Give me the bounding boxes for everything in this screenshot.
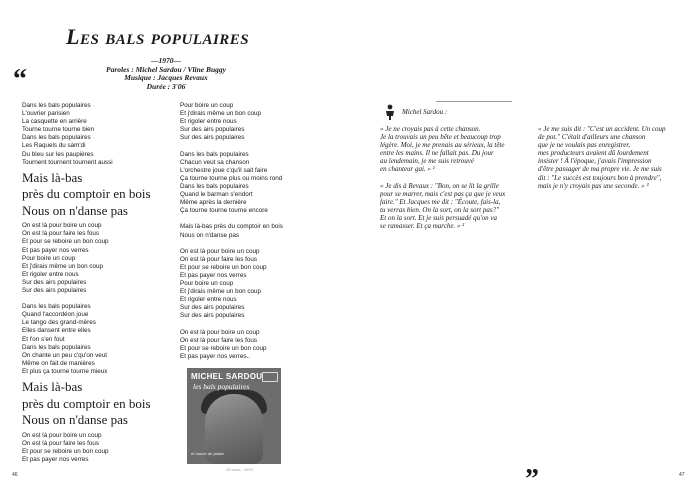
verse-1 xyxy=(22,102,151,167)
text-line: Nous on n'danse pas xyxy=(22,202,128,218)
lyrics-column-1 xyxy=(22,102,151,464)
text-line: Mais là-bas près du comptoir en bois xyxy=(180,223,283,231)
text-line: Dans les bals populaires xyxy=(22,134,91,142)
person-silhouette-icon xyxy=(384,104,396,120)
text-line: Sur des airs populaires xyxy=(22,287,87,294)
quote-block-3 xyxy=(538,125,666,190)
refrain-2 xyxy=(22,432,151,464)
text-line: mes producteurs avaient dû lourdement xyxy=(538,149,649,158)
text-line: Et j'dirais même un bon coup xyxy=(180,288,262,296)
text-line: Les Raquels du sam'di xyxy=(22,142,86,150)
text-line: Le tango des grand-mères xyxy=(22,319,96,327)
text-line: On est là pour boire un coup xyxy=(180,328,260,336)
text-line: Quand le barman s'endort xyxy=(180,191,253,199)
text-line: Et rigoler entre nous xyxy=(180,296,237,304)
text-line: Ça tourne tourne tourne encore xyxy=(180,207,268,215)
chorus-2 xyxy=(22,379,151,429)
open-quote-icon: “ xyxy=(13,64,27,95)
text-line: On est là pour faire les fous xyxy=(22,230,100,238)
text-line: Même on fait de manières xyxy=(22,359,95,367)
text-line: On est là pour faire les fous xyxy=(180,255,258,263)
quote-block-2 xyxy=(380,182,505,231)
divider xyxy=(436,101,512,102)
refrain-1 xyxy=(22,222,151,295)
text-line: mais je n'y croyais pas une seconde. » ³ xyxy=(538,181,649,190)
refrain-3 xyxy=(180,248,283,321)
text-line: « Je ne croyais pas à cette chanson. xyxy=(380,125,481,133)
text-line: de pot." C'était d'ailleurs une chanson xyxy=(538,133,646,142)
page-title: Les bals populaires xyxy=(66,24,250,49)
cover-caption: 45 tours · 1970 xyxy=(226,467,253,472)
text-line: dit : "Le succès est toujours bon à prendre", xyxy=(538,173,662,182)
text-line: L'ouvrier parisien xyxy=(22,110,70,118)
text-line: Mais là-bas xyxy=(22,169,83,185)
text-line: insister ! À l'époque, j'avais l'impression xyxy=(538,157,652,166)
text-line: Nous on n'danse pas xyxy=(22,412,128,428)
text-line: La casquette en arrière xyxy=(22,118,87,126)
text-line: Et plus ça tourne tourne mieux xyxy=(22,367,108,375)
text-line: Tourne tourne tourne bien xyxy=(22,126,95,134)
text-line: Pour boire un coup xyxy=(22,254,76,262)
text-line: Même après la dernière xyxy=(180,199,247,207)
text-line: Et rigoler entre nous xyxy=(180,118,237,126)
text-line: On est là pour boire un coup xyxy=(22,431,102,439)
cover-song: les bals populaires xyxy=(193,382,250,391)
chorus-3 xyxy=(180,223,283,239)
text-line: Ça tourne tourne plus ou moins rond xyxy=(180,174,283,182)
quote-block-1 xyxy=(380,125,504,174)
text-line: Sur des airs populaires xyxy=(180,304,245,312)
text-line: On est là pour faire les fous xyxy=(22,439,100,447)
text-line: Dans les bals populaires xyxy=(22,343,91,351)
lyrics-credit: Paroles : Michel Sardou / Vline Buggy xyxy=(105,64,226,74)
cover-b-side: et mourir de plaisir xyxy=(191,451,224,456)
text-line: Sur des airs populaires xyxy=(22,278,87,286)
text-line: Sur des airs populaires xyxy=(180,134,245,142)
text-line: Et pas payer nos verres.. xyxy=(180,352,250,360)
label-logo-icon xyxy=(262,372,278,382)
music-credit: Musique : Jacques Revaux xyxy=(124,73,208,83)
text-line: Et pas payer nos verres xyxy=(180,271,247,279)
text-line: Pour boire un coup xyxy=(180,102,234,109)
text-line: Sur des airs populaires xyxy=(180,312,245,320)
verse-3 xyxy=(180,151,283,216)
close-quote-icon: ” xyxy=(525,464,539,495)
text-line: Dans les bals populaires xyxy=(180,182,249,190)
text-line: Et j'dirais même un bon coup xyxy=(22,262,104,270)
text-line: que je ne voulais pas enregistrer, xyxy=(538,141,631,150)
refrain-4 xyxy=(180,329,283,361)
text-line: Dans les bals populaires xyxy=(180,150,249,158)
text-line: Je la trouvais un peu bête et beaucoup trop xyxy=(380,133,501,142)
verse-2 xyxy=(22,303,151,376)
text-line: Elles dansent entre elles xyxy=(22,327,91,335)
chorus-1 xyxy=(22,170,151,220)
text-line: Et pas payer nos verres xyxy=(22,246,89,254)
text-line: se ramasser. Et ça marche. » ² xyxy=(380,222,465,231)
text-line: Dans les bals populaires xyxy=(22,303,91,311)
text-line: Nous on n'danse pas xyxy=(180,231,239,239)
text-line: Et l'on s'en fout xyxy=(22,335,65,343)
text-line: Et rigoler entre nous xyxy=(22,270,79,278)
page-number-right: 47 xyxy=(679,472,685,478)
text-line: On est là pour faire les fous xyxy=(180,336,258,344)
text-line: Et pour se reboire un bon coup xyxy=(180,344,267,352)
text-line: Chacun veut sa chanson xyxy=(180,158,250,166)
text-line: entre les mains. Il ne fallait pas. Du jour xyxy=(380,149,494,158)
record-cover-image xyxy=(187,368,281,464)
text-line: Et pour se reboire un bon coup xyxy=(180,263,267,271)
text-line: légère. Moi, je me prenais au sérieux, la tête xyxy=(380,141,505,150)
text-line: Sur des airs populaires xyxy=(180,126,245,134)
text-line: au lendemain, je me suis retrouvé xyxy=(380,157,474,166)
text-line: On est là pour boire un coup xyxy=(180,247,260,255)
year: —1970— xyxy=(151,56,181,65)
text-line: Et j'dirais même un bon coup xyxy=(180,110,262,118)
text-line: pour se marrer, mais c'est pas ça que je veux xyxy=(380,190,506,199)
text-line: Et pas payer nos verres xyxy=(22,455,89,463)
text-line: près du comptoir en bois xyxy=(22,186,151,202)
text-line: « Je me suis dit : "C'est un accident. Un coup xyxy=(538,125,666,133)
text-line: tu verras bien. On la sort, on la sort pas?" xyxy=(380,206,500,215)
text-line: On est là pour boire un coup xyxy=(22,222,102,230)
page-number-left: 46 xyxy=(12,472,18,478)
text-line: Tournent tournent tournent aussi xyxy=(22,158,113,166)
text-line: Et on la sort. Et je suis persuadé qu'on va xyxy=(380,214,497,223)
text-line: Mais là-bas xyxy=(22,379,83,395)
text-line: en chanteur gai. » ¹ xyxy=(380,165,435,174)
cover-artist: MICHEL SARDOU xyxy=(191,372,263,381)
text-line: On chante un peu c'qu'on veut xyxy=(22,351,108,359)
refrain-cont xyxy=(180,102,283,142)
text-line: Et pour se reboire un bon coup xyxy=(22,238,109,246)
text-line: L'orchestre joue c'qu'il sait faire xyxy=(180,166,268,174)
text-line: Et pour se reboire un bon coup xyxy=(22,447,109,455)
lyrics-column-2 xyxy=(180,102,283,361)
text-line: près du comptoir en bois xyxy=(22,395,151,411)
text-line: Pour boire un coup xyxy=(180,280,234,288)
text-line: « Je dis à Revaux : "Bon, on se lit la grille xyxy=(380,182,499,190)
text-line: Du bleu sur les paupières xyxy=(22,150,94,158)
text-line: Dans les bals populaires xyxy=(22,102,91,109)
song-metadata xyxy=(96,57,236,91)
text-line: d'être passager de ma propre vie. Je me suis xyxy=(538,165,662,174)
text-line: faire." Et Jacques me dit : "Écoute, fais-la, xyxy=(380,198,501,207)
note-heading: Michel Sardou : xyxy=(402,108,448,116)
duration: Durée : 3'06 xyxy=(146,81,186,91)
text-line: Quand l'accordéon joue xyxy=(22,311,89,319)
